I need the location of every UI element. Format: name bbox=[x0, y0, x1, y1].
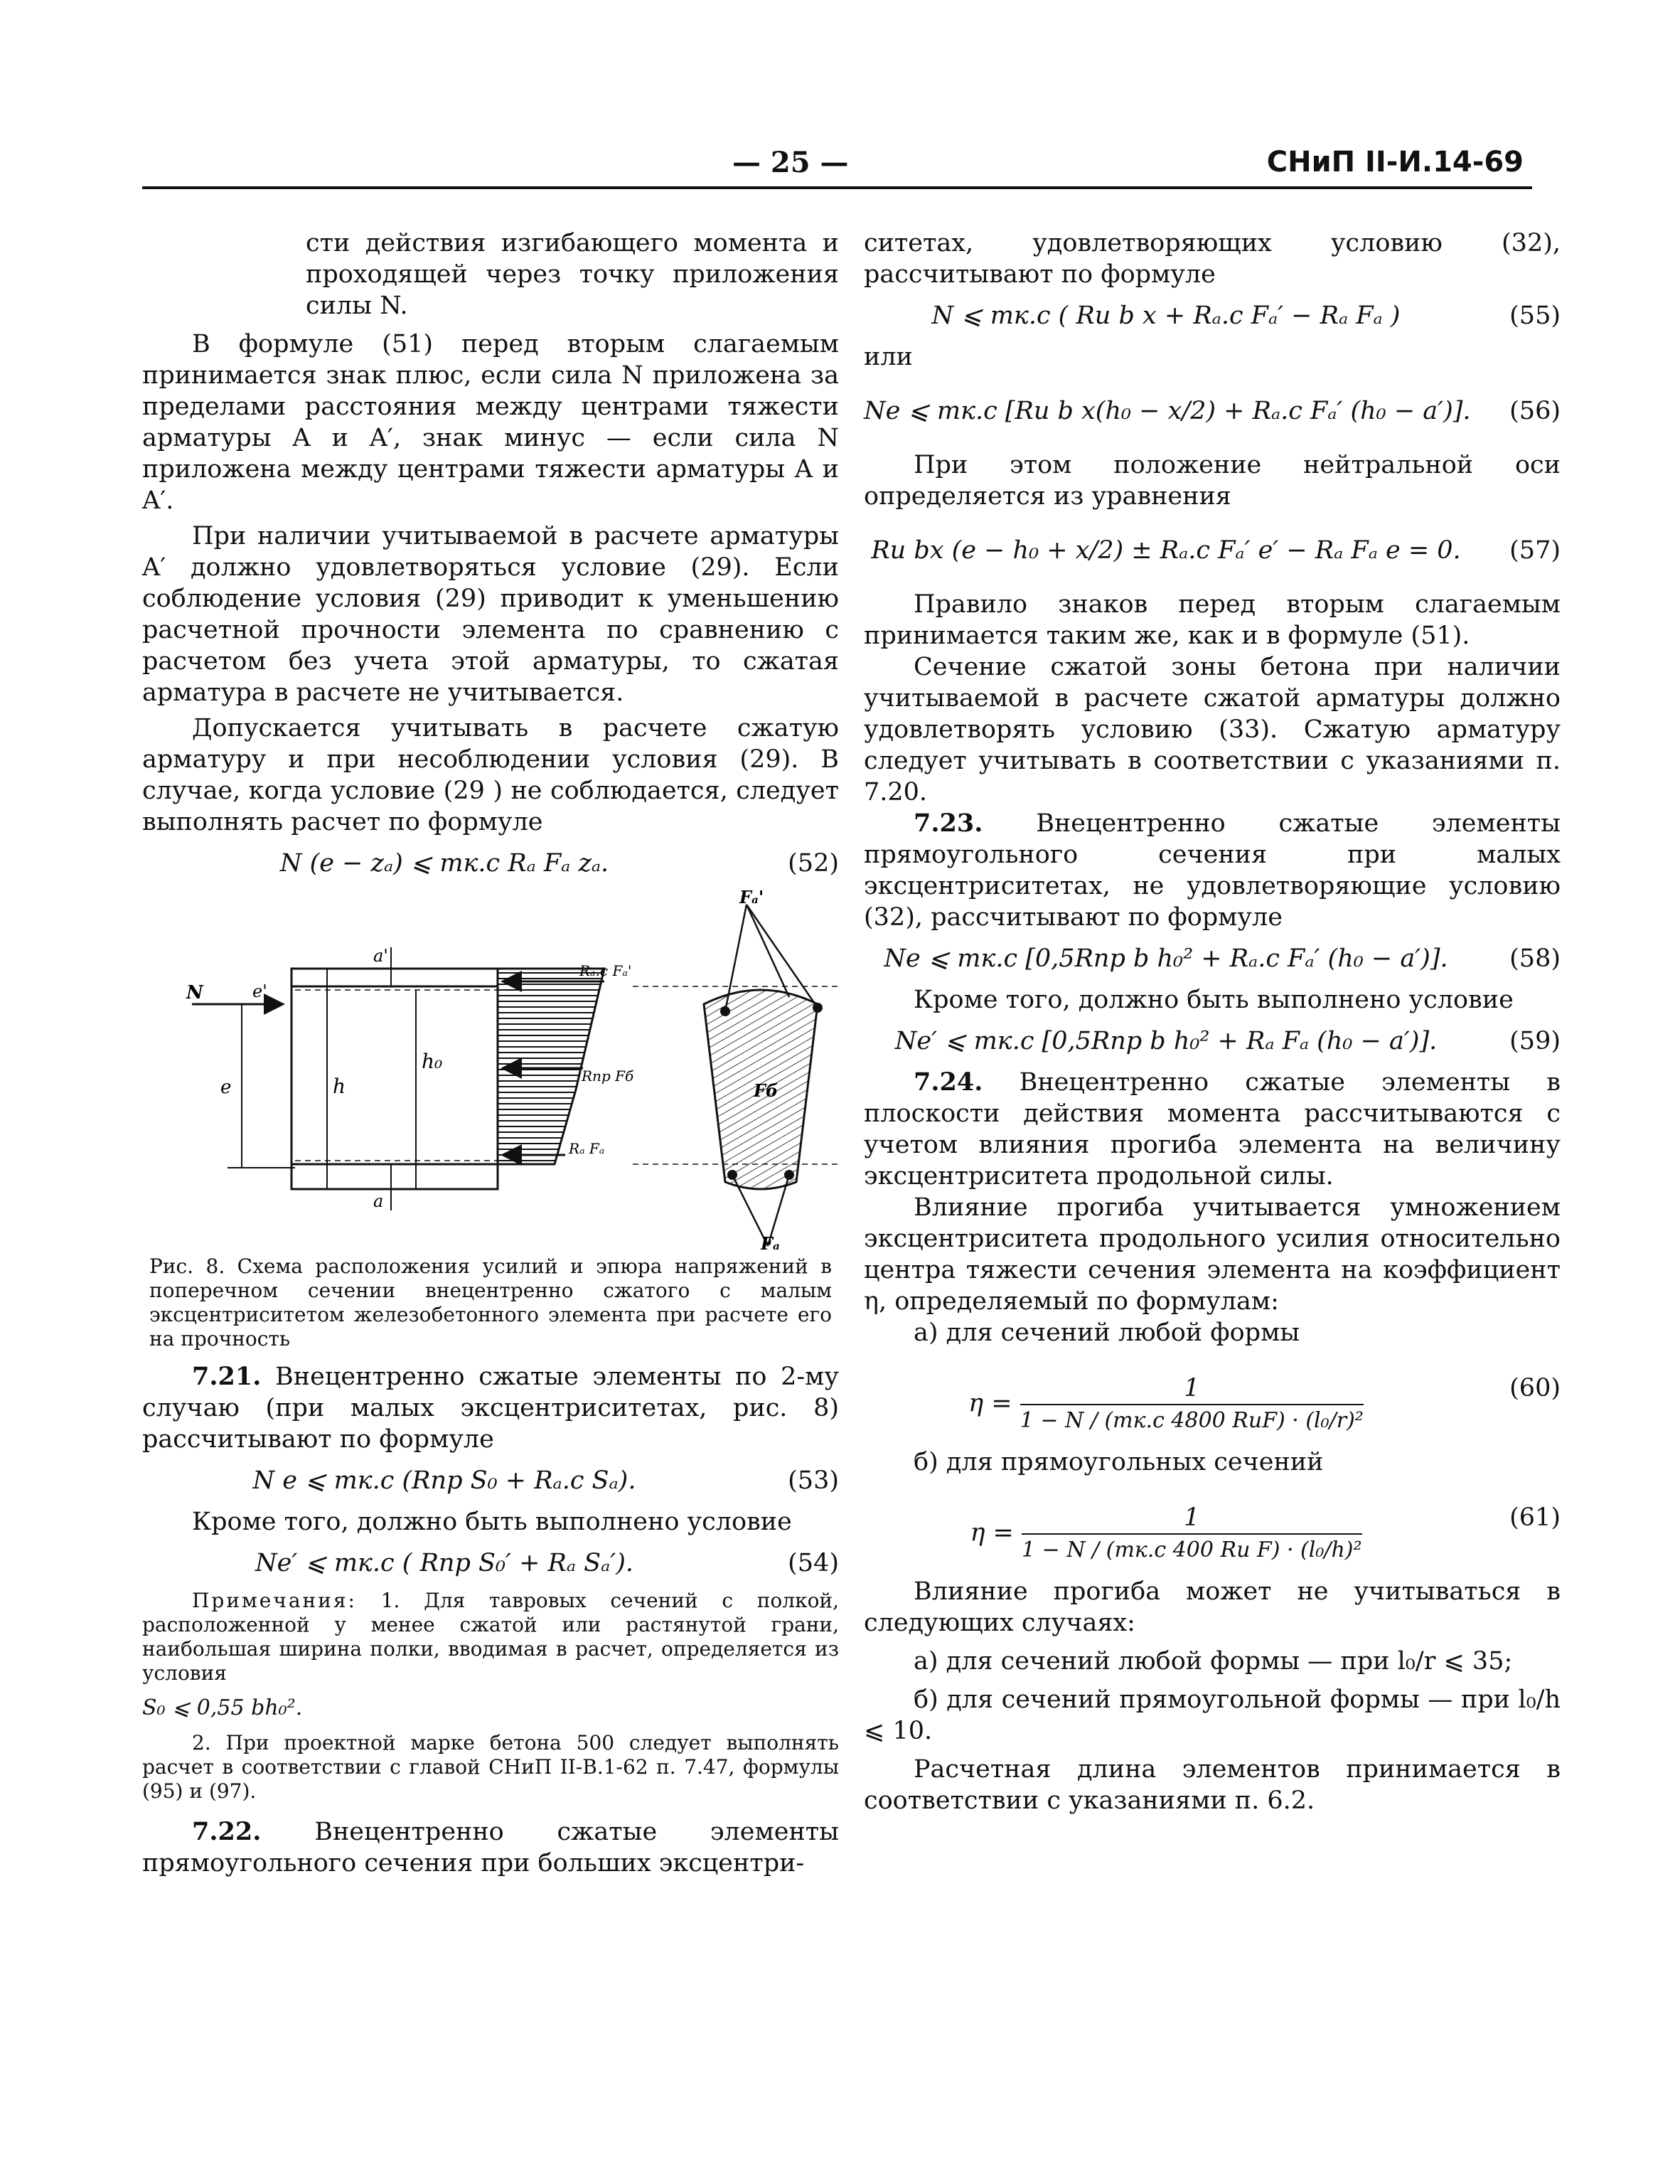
paragraph: Влияние прогиба может не учитываться в следующих случаях: bbox=[864, 1577, 1561, 1637]
label-h0: h₀ bbox=[422, 1050, 443, 1073]
section-text: Внецентренно сжатые элементы по 2-му случаю (при малых эксцентриситетах, рис. 8) рассчитывают по формуле bbox=[142, 1363, 839, 1454]
equation-number: (60) bbox=[1509, 1374, 1561, 1402]
paragraph: Сечение сжатой зоны бетона при наличии учитываемой в расчете сжатой арматуры должно удовлетворять условию (33). Сжатую арматуру следует учитывать в соответствии с указаниями п. 7.20. bbox=[864, 653, 1561, 806]
label-fa-bot: Fₐ bbox=[761, 1233, 780, 1253]
paragraph: Допускается учитывать в расчете сжатую арматуру и при несоблюдении условия (29). В случае, когда условие (29 ) не соблюдается, следует выполнять расчет по формуле bbox=[142, 714, 839, 836]
paragraph: При этом положение нейтральной оси определяется из уравнения bbox=[864, 451, 1561, 511]
left-column bbox=[142, 228, 839, 1879]
label-n: N bbox=[186, 982, 203, 1003]
header-rule bbox=[142, 186, 1532, 189]
equation-56 bbox=[864, 375, 1561, 447]
fraction bbox=[1022, 1502, 1362, 1566]
section-7-23 bbox=[864, 808, 1561, 933]
paragraph: Кроме того, должно быть выполнено условие bbox=[192, 1508, 792, 1536]
stress-diagram bbox=[142, 890, 839, 1253]
formula: N e ⩽ mк.с (Rпр S₀ + Rₐ.с Sₐ). bbox=[252, 1466, 636, 1495]
equation-number: (57) bbox=[1509, 536, 1561, 565]
equation-57 bbox=[864, 515, 1561, 586]
label-e: e bbox=[220, 1077, 232, 1098]
document-code: СНиП II-И.14-69 bbox=[1266, 146, 1524, 179]
equation-number: (54) bbox=[788, 1549, 839, 1577]
note-2: 2. При проектной марке бетона 500 следует выполнять расчет в соответствии с главой СНиП II-B.1-62 п. 7.47, формулы (95) и (97). bbox=[142, 1731, 839, 1803]
paragraph: Правило знаков перед вторым слагаемым принимается таким же, как и в формуле (51). bbox=[864, 590, 1561, 650]
formula: Ne′ ⩽ mк.с [0,5Rпр b h₀² + Rₐ Fₐ (h₀ − a′)]. bbox=[894, 1027, 1438, 1055]
label-rpr-fb: Rпр Fб bbox=[582, 1067, 634, 1085]
paragraph: б) для сечений прямоугольной формы — при l₀/h ⩽ 10. bbox=[864, 1685, 1561, 1745]
note-text: 1. Для тавровых сечений с полкой, расположенной у менее сжатой или растянутой грани, наибольшая ширина полки, вводимая в расчет, определяется из условия bbox=[142, 1589, 839, 1685]
section-text: Внецентренно сжатые элементы прямоугольного сечения при малых эксцентриситетах, не удовлетворяющие условию (32), рассчитывают по формуле bbox=[864, 809, 1561, 932]
figure-8 bbox=[142, 890, 839, 1253]
formula bbox=[864, 1373, 1468, 1437]
formula bbox=[864, 1502, 1468, 1566]
equation-number: (59) bbox=[1509, 1027, 1561, 1055]
equation-61 bbox=[864, 1481, 1561, 1573]
paragraph: а) для сечений любой формы bbox=[914, 1319, 1300, 1347]
paragraph-continuation: ситетах, удовлетворяющих условию (32), рассчитывают по формуле bbox=[864, 229, 1561, 289]
section-text: Внецентренно сжатые элементы в плоскости действия момента рассчитываются с учетом влияния прогиба элемента на величину эксцентриситета продольной силы. bbox=[864, 1068, 1561, 1190]
equation-number: (55) bbox=[1509, 302, 1561, 330]
right-column bbox=[864, 228, 1561, 1816]
section-text: Внецентренно сжатые элементы прямоугольного сечения при больших эксцентри- bbox=[142, 1818, 839, 1877]
equation-number: (53) bbox=[788, 1466, 839, 1495]
label-a: a bbox=[373, 1191, 384, 1211]
section-number: 7.21. bbox=[192, 1362, 262, 1391]
figure-caption: Рис. 8. Схема расположения усилий и эпюра напряжений в поперечном сечении внецентренно сжатого с малым эксцентриситетом железобетонного элемента при расчете его на прочность bbox=[149, 1255, 832, 1351]
member-outline bbox=[291, 969, 498, 1189]
section-7-22 bbox=[142, 1816, 839, 1879]
formula: N ⩽ mк.с ( Rи b x + Rₐ.с Fₐ′ − Rₐ Fₐ ) bbox=[931, 302, 1401, 330]
section-7-21 bbox=[142, 1361, 839, 1455]
paragraph: Расчетная длина элементов принимается в соответствии с указаниями п. 6.2. bbox=[864, 1755, 1561, 1815]
equation-number: (56) bbox=[1509, 397, 1561, 425]
formula: Ne′ ⩽ mк.с ( Rпр S₀′ + Rₐ Sₐ′). bbox=[255, 1549, 633, 1577]
section-number: 7.23. bbox=[914, 809, 983, 838]
eta-symbol: η = bbox=[968, 1389, 1012, 1418]
section-7-24 bbox=[864, 1067, 1561, 1192]
label-fb: Fб bbox=[754, 1080, 779, 1101]
note-formula: S₀ ⩽ 0,55 bh₀². bbox=[142, 1695, 303, 1720]
paragraph: В формуле (51) перед вторым слагаемым принимается знак плюс, если сила N приложена за пределами расстояния между центрами тяжести арматуры A и A′, знак минус — если сила N приложена между центрами тяжести арматуры A и A′. bbox=[142, 330, 839, 515]
equation-number: (58) bbox=[1509, 944, 1561, 973]
label-fa-top: Fₐ' bbox=[739, 890, 764, 907]
equation-55 bbox=[864, 293, 1561, 339]
label-ra-fa: Rₐ Fₐ bbox=[569, 1140, 605, 1157]
equation-number: (52) bbox=[788, 849, 839, 878]
eta-symbol: η = bbox=[970, 1518, 1014, 1548]
numerator: 1 bbox=[1022, 1502, 1362, 1535]
paragraph: б) для прямоугольных сечений bbox=[914, 1448, 1324, 1476]
page-number: — 25 — bbox=[732, 146, 849, 179]
formula: Ne ⩽ mк.с [Rи b x(h₀ − x/2) + Rₐ.с Fₐ′ (h₀ − a′)]. bbox=[864, 397, 1471, 425]
note-heading: Примечания: bbox=[192, 1589, 357, 1612]
section-number: 7.22. bbox=[192, 1817, 262, 1846]
paragraph-continuation: сти действия изгибающего момента и проходящей через точку приложения силы N. bbox=[306, 229, 839, 320]
label-ra-c-fa: Rₐ.с Fₐ' bbox=[579, 962, 632, 979]
stress-epure bbox=[498, 969, 604, 1164]
paragraph: При наличии учитываемой в расчете арматуры A′ должно удовлетворяться условие (29). Если соблюдение условия (29) приводит к уменьшению расчетной прочности элемента по сравнению с расчетом без учета этой арматуры, то сжатая арматура в расчете не учитывается. bbox=[142, 522, 839, 707]
label-a-prime: a' bbox=[373, 946, 388, 966]
word-or: или bbox=[864, 343, 913, 371]
equation-number: (61) bbox=[1509, 1503, 1561, 1532]
paragraph: Влияние прогиба учитывается умножением эксцентриситета продольного усилия относительно центра тяжести сечения элемента на коэффициент η, определяемый по формулам: bbox=[864, 1193, 1561, 1316]
paragraph: а) для сечений любой формы — при l₀/r ⩽ 35; bbox=[914, 1647, 1513, 1676]
formula: N (e − zₐ) ⩽ mк.с Rₐ Fₐ zₐ. bbox=[279, 849, 609, 878]
label-e-prime: e' bbox=[252, 981, 267, 1001]
equation-54 bbox=[142, 1540, 839, 1586]
equation-52 bbox=[142, 841, 839, 886]
equation-58 bbox=[864, 936, 1561, 981]
denominator: 1 − N / (mк.с 400 Rи F) · (l₀/h)² bbox=[1022, 1538, 1362, 1562]
formula: Rи bx (e − h₀ + x/2) ± Rₐ.с Fₐ′ e′ − Rₐ Fₐ e = 0. bbox=[871, 536, 1461, 565]
denominator: 1 − N / (mк.с 4800 RиF) · (l₀/r)² bbox=[1020, 1408, 1364, 1433]
section-number: 7.24. bbox=[914, 1067, 983, 1097]
formula: Ne ⩽ mк.с [0,5Rпр b h₀² + Rₐ.с Fₐ′ (h₀ − a′)]. bbox=[884, 944, 1448, 973]
equation-60 bbox=[864, 1351, 1561, 1444]
label-h: h bbox=[333, 1075, 346, 1098]
numerator: 1 bbox=[1020, 1373, 1364, 1405]
note-1 bbox=[142, 1589, 839, 1685]
equation-59 bbox=[864, 1018, 1561, 1064]
paragraph: Кроме того, должно быть выполнено условие bbox=[914, 986, 1514, 1014]
equation-53 bbox=[142, 1458, 839, 1503]
fraction bbox=[1020, 1373, 1364, 1437]
